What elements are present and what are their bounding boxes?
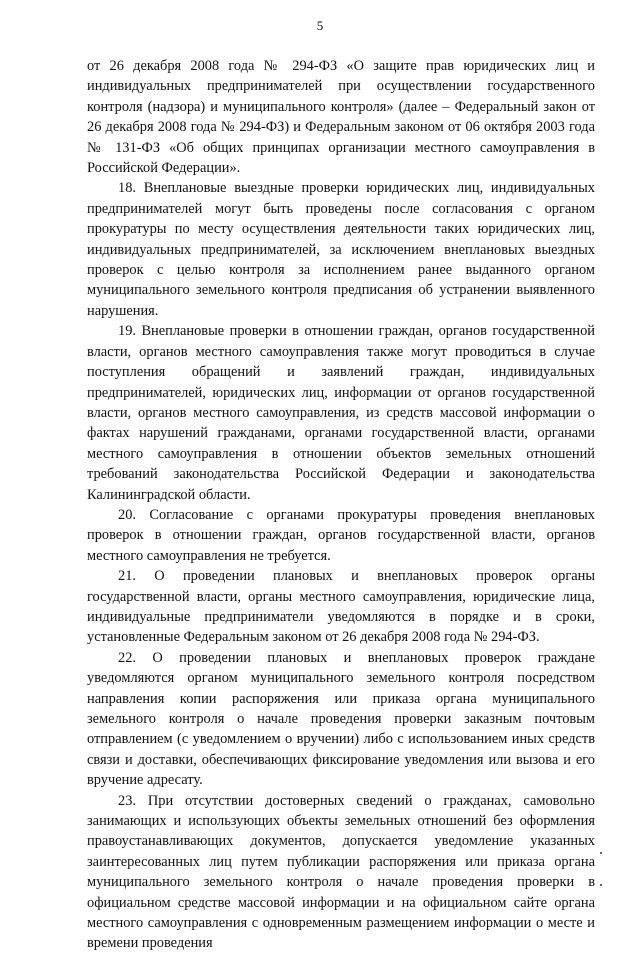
scan-speck [600, 852, 602, 854]
paragraph-21: 21. О проведении плановых и внеплановых проверок органы государственной власти, органы местного самоуправления, юридические лица, индивидуальные предприниматели уведомляются в порядке и в сроки, установленные Федеральным законом от 26 декабря 2008 года № 294-ФЗ. [87, 568, 595, 646]
page-number: 5 [316, 18, 324, 33]
paragraph-20: 20. Согласование с органами прокуратуры проведения внеплановых проверок в отношении граждан, органов государственной власти, органов местного самоуправления не требуется. [87, 506, 595, 564]
document-body [87, 56, 595, 954]
paragraph-22: 22. О проведении плановых и внеплановых проверок граждане уведомляются органом муниципального земельного контроля посредством направления копии распоряжения или приказа органа муниципального земельного контроля о начале проведения проверки заказным почтовым отправлением (с уведомлением о вручении) либо с использованием иных средств связи и доставки, обеспечивающих фиксирование уведомления или вызова и его вручение адресату. [87, 649, 595, 789]
paragraph-18: 18. Внеплановые выездные проверки юридических лиц, индивидуальных предпринимателей могут быть проведены после согласования с органом прокуратуры по месту осуществления деятельности таких юридических лиц, индивидуальных предпринимателей, за исключением внеплановых выездных проверок с целью контроля за исполнением ранее выданного органом муниципального земельного контроля предписания об устранении выявленного нарушения. [87, 180, 595, 319]
paragraph-23: 23. При отсутствии достоверных сведений о гражданах, самовольно занимающих и использующих объекты земельных отношений без оформления правоустанавливающих документов, допускается уведомление указанных заинтересованных лиц путем публикации распоряжения или приказа органа муниципального земельного контроля о начале проведения проверки в официальном средстве массовой информации и на официальном сайте органа местного самоуправления с одновременным размещением информации о месте и времени проведения [87, 792, 595, 952]
scan-speck [600, 884, 602, 886]
paragraph-continuation: от 26 декабря 2008 года № 294-ФЗ «О защите прав юридических лиц и индивидуальных предпринимателей при осуществлении государственного контроля (надзора) и муниципального контроля» (далее – Федеральный закон от 26 декабря 2008 года № 294-ФЗ) и Федеральным законом от 06 октября 2003 года № 131-ФЗ «Об общих принципах организации местного самоуправления в Российской Федерации». [87, 58, 595, 177]
paragraph-19: 19. Внеплановые проверки в отношении граждан, органов государственной власти, органов местного самоуправления также могут проводиться в случае поступления обращений и заявлений граждан, индивидуальных предпринимателей, юридических лиц, информации от органов государственной власти, органов местного самоуправления, из средств массовой информации о фактах нарушений гражданами, органами государственной власти, органами местного самоуправления в отношении объектов земельных отношений требований законодательства Российской Федерации и законодательства Калининградской области. [87, 323, 595, 503]
